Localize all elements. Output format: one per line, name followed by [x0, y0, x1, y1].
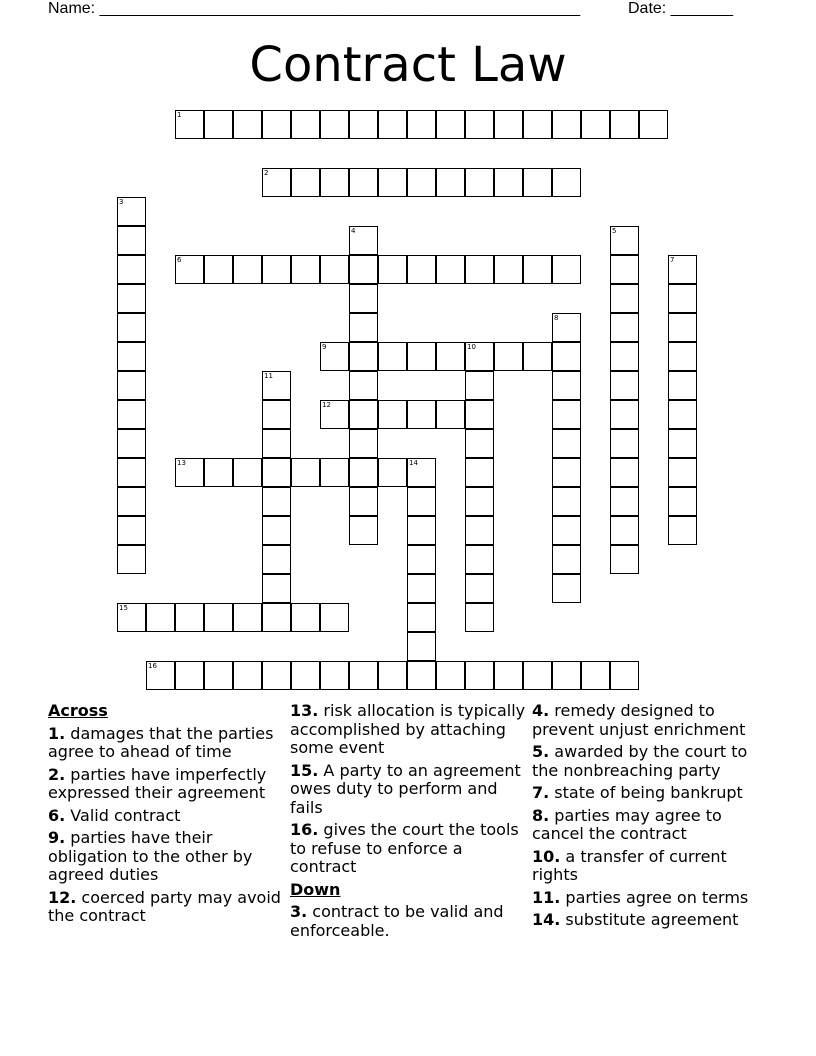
grid-cell[interactable] — [610, 371, 639, 400]
grid-cell[interactable] — [349, 371, 378, 400]
grid-cell[interactable] — [552, 400, 581, 429]
grid-cell[interactable] — [407, 458, 436, 487]
grid-cell[interactable] — [436, 255, 465, 284]
grid-cell[interactable] — [610, 400, 639, 429]
grid-cell[interactable] — [262, 110, 291, 139]
grid-cell[interactable] — [117, 545, 146, 574]
clue-number: 2 — [264, 169, 269, 177]
grid-cell[interactable] — [320, 342, 349, 371]
grid-cell[interactable] — [552, 313, 581, 342]
clue-text: awarded by the court to the nonbreaching party — [532, 742, 748, 780]
grid-cell[interactable] — [204, 603, 233, 632]
grid-cell[interactable] — [610, 458, 639, 487]
grid-cell[interactable] — [407, 487, 436, 516]
grid-cell[interactable] — [262, 603, 291, 632]
clue-number: 1 — [177, 111, 182, 119]
page-title: Contract Law — [249, 37, 567, 93]
clue-number: 3 — [119, 198, 124, 206]
grid-cell[interactable] — [668, 400, 697, 429]
grid-cell[interactable] — [610, 545, 639, 574]
clue-number: 8 — [554, 314, 559, 322]
grid-cell[interactable] — [465, 545, 494, 574]
grid-cell[interactable] — [117, 400, 146, 429]
across-clue-list — [48, 725, 284, 926]
grid-cell[interactable] — [494, 661, 523, 690]
grid-cell[interactable] — [320, 110, 349, 139]
grid-cell[interactable] — [552, 168, 581, 197]
clue-number-label: 12. — [48, 887, 77, 907]
grid-cell[interactable] — [523, 661, 552, 690]
grid-cell[interactable] — [349, 429, 378, 458]
grid-cell[interactable] — [349, 516, 378, 545]
grid-cell[interactable] — [523, 168, 552, 197]
grid-cell[interactable] — [610, 313, 639, 342]
name-field[interactable]: Name: ______________________________________________________ — [48, 0, 581, 17]
clue-item — [290, 702, 526, 758]
date-field[interactable]: Date: _______ — [628, 0, 733, 17]
grid-cell[interactable] — [552, 110, 581, 139]
grid-cell[interactable] — [436, 400, 465, 429]
grid-cell[interactable] — [610, 429, 639, 458]
grid-cell[interactable] — [378, 400, 407, 429]
grid-cell[interactable] — [610, 487, 639, 516]
grid-cell[interactable] — [204, 110, 233, 139]
grid-cell[interactable] — [494, 110, 523, 139]
grid-cell[interactable] — [146, 603, 175, 632]
grid-cell[interactable] — [349, 487, 378, 516]
clue-item — [532, 702, 768, 739]
grid-cell[interactable] — [291, 110, 320, 139]
grid-cell[interactable] — [552, 545, 581, 574]
grid-cell[interactable] — [407, 545, 436, 574]
clue-number: 13 — [177, 459, 186, 467]
clue-number: 4 — [351, 227, 356, 235]
grid-cell[interactable] — [349, 458, 378, 487]
clue-item — [532, 743, 768, 780]
clue-text: A party to an agreement owes duty to perform and fails — [290, 760, 521, 817]
grid-cell[interactable] — [117, 226, 146, 255]
clue-item — [48, 766, 284, 803]
grid-cell[interactable] — [465, 110, 494, 139]
clue-item — [290, 762, 526, 818]
grid-cell[interactable] — [465, 400, 494, 429]
grid-cell[interactable] — [668, 487, 697, 516]
clue-number-label: 6. — [48, 805, 66, 825]
grid-cell[interactable] — [523, 255, 552, 284]
clue-number: 5 — [612, 227, 617, 235]
clue-text: risk allocation is typically accomplished by attaching some event — [290, 701, 526, 757]
clue-number-label: 10. — [532, 846, 561, 866]
grid-cell[interactable] — [117, 313, 146, 342]
grid-cell[interactable] — [233, 603, 262, 632]
grid-cell[interactable] — [204, 661, 233, 690]
grid-cell[interactable] — [262, 429, 291, 458]
grid-cell[interactable] — [552, 429, 581, 458]
grid-cell[interactable] — [320, 255, 349, 284]
grid-cell[interactable] — [610, 284, 639, 313]
clue-text: a transfer of current rights — [532, 846, 727, 884]
clue-item — [48, 889, 284, 926]
grid-cell[interactable] — [552, 487, 581, 516]
grid-cell[interactable] — [552, 458, 581, 487]
grid-cell[interactable] — [465, 342, 494, 371]
grid-cell[interactable] — [610, 661, 639, 690]
grid-cell[interactable] — [320, 400, 349, 429]
grid-cell[interactable] — [262, 371, 291, 400]
down-heading: Down — [290, 879, 341, 899]
clue-number: 6 — [177, 256, 182, 264]
grid-cell[interactable] — [436, 342, 465, 371]
clue-text: state of being bankrupt — [549, 783, 743, 802]
clue-number-label: 13. — [290, 701, 319, 720]
grid-cell[interactable] — [407, 255, 436, 284]
clue-item — [532, 784, 768, 803]
grid-cell[interactable] — [465, 255, 494, 284]
grid-cell[interactable] — [668, 313, 697, 342]
clue-item — [532, 848, 768, 885]
grid-cell[interactable] — [349, 110, 378, 139]
grid-cell[interactable] — [291, 661, 320, 690]
grid-cell[interactable] — [494, 255, 523, 284]
clue-item — [48, 829, 284, 885]
grid-cell[interactable] — [523, 110, 552, 139]
grid-cell[interactable] — [610, 255, 639, 284]
clue-text: parties agree on terms — [560, 887, 749, 907]
grid-cell[interactable] — [233, 110, 262, 139]
grid-cell[interactable] — [494, 342, 523, 371]
clue-number-label: 5. — [532, 742, 550, 761]
grid-cell[interactable] — [378, 110, 407, 139]
grid-cell[interactable] — [146, 661, 175, 690]
clue-item — [290, 821, 526, 877]
clue-text: substitute agreement — [560, 910, 739, 929]
grid-cell[interactable] — [378, 255, 407, 284]
grid-cell[interactable] — [320, 603, 349, 632]
grid-cell[interactable] — [117, 197, 146, 226]
grid-cell[interactable] — [175, 603, 204, 632]
grid-cell[interactable] — [349, 226, 378, 255]
grid-cell[interactable] — [175, 661, 204, 690]
clue-number-label: 3. — [290, 902, 308, 921]
grid-cell[interactable] — [117, 342, 146, 371]
grid-cell[interactable] — [465, 458, 494, 487]
grid-cell[interactable] — [262, 400, 291, 429]
across-heading: Across — [48, 701, 108, 720]
grid-cell[interactable] — [465, 661, 494, 690]
clue-text: damages that the parties agree to ahead of time — [48, 723, 274, 761]
grid-cell[interactable] — [407, 342, 436, 371]
clue-number: 16 — [148, 662, 157, 670]
grid-cell[interactable] — [262, 255, 291, 284]
grid-cell[interactable] — [523, 342, 552, 371]
grid-cell[interactable] — [204, 458, 233, 487]
grid-cell[interactable] — [552, 661, 581, 690]
grid-cell[interactable] — [407, 632, 436, 661]
clue-number-label: 7. — [532, 783, 550, 802]
grid-cell[interactable] — [117, 487, 146, 516]
clue-item — [532, 889, 768, 908]
grid-cell[interactable] — [262, 458, 291, 487]
grid-cell[interactable] — [349, 400, 378, 429]
grid-cell[interactable] — [204, 255, 233, 284]
clue-text: parties have imperfectly expressed their agreement — [48, 764, 267, 802]
across-clue-list-continued — [290, 702, 526, 877]
grid-cell[interactable] — [291, 458, 320, 487]
grid-cell[interactable] — [668, 458, 697, 487]
grid-cell[interactable] — [465, 168, 494, 197]
clue-item — [532, 807, 768, 844]
grid-cell[interactable] — [610, 226, 639, 255]
grid-cell[interactable] — [175, 110, 204, 139]
grid-cell[interactable] — [349, 284, 378, 313]
clues-column-2 — [290, 702, 526, 944]
clue-text: coerced party may avoid the contract — [48, 887, 281, 925]
grid-cell[interactable] — [465, 603, 494, 632]
grid-cell[interactable] — [262, 487, 291, 516]
clue-number-label: 9. — [48, 828, 66, 847]
grid-cell[interactable] — [610, 342, 639, 371]
clue-number: 7 — [670, 256, 675, 264]
clues-column-1 — [48, 702, 284, 930]
down-clue-list — [290, 903, 526, 940]
grid-cell[interactable] — [262, 516, 291, 545]
grid-cell[interactable] — [175, 255, 204, 284]
grid-cell[interactable] — [291, 168, 320, 197]
grid-cell[interactable] — [291, 255, 320, 284]
clue-number: 9 — [322, 343, 327, 351]
grid-cell[interactable] — [465, 574, 494, 603]
grid-cell[interactable] — [552, 342, 581, 371]
grid-cell[interactable] — [407, 603, 436, 632]
grid-cell[interactable] — [465, 487, 494, 516]
grid-cell[interactable] — [349, 168, 378, 197]
grid-cell[interactable] — [407, 168, 436, 197]
grid-cell[interactable] — [552, 516, 581, 545]
grid-cell[interactable] — [668, 342, 697, 371]
grid-cell[interactable] — [465, 371, 494, 400]
grid-cell[interactable] — [262, 545, 291, 574]
grid-cell[interactable] — [436, 168, 465, 197]
grid-cell[interactable] — [117, 255, 146, 284]
grid-cell[interactable] — [668, 429, 697, 458]
grid-cell[interactable] — [610, 516, 639, 545]
grid-cell[interactable] — [465, 429, 494, 458]
clue-text: parties may agree to cancel the contract — [532, 805, 722, 843]
clue-text: contract to be valid and enforceable. — [290, 902, 504, 940]
clue-item — [290, 903, 526, 940]
grid-cell[interactable] — [349, 313, 378, 342]
clue-number: 11 — [264, 372, 273, 380]
clue-number-label: 16. — [290, 820, 319, 839]
grid-cell[interactable] — [117, 603, 146, 632]
grid-cell[interactable] — [378, 168, 407, 197]
grid-cell[interactable] — [378, 661, 407, 690]
clue-number-label: 15. — [290, 760, 319, 780]
grid-cell[interactable] — [494, 168, 523, 197]
clue-number-label: 11. — [532, 887, 561, 907]
grid-cell[interactable] — [349, 255, 378, 284]
grid-cell[interactable] — [349, 661, 378, 690]
grid-cell[interactable] — [320, 458, 349, 487]
grid-cell[interactable] — [552, 371, 581, 400]
grid-cell[interactable] — [262, 574, 291, 603]
down-clue-list-continued — [532, 702, 768, 930]
clue-text: parties have their obligation to the other by agreed duties — [48, 828, 253, 884]
grid-cell[interactable] — [378, 342, 407, 371]
clue-text: Valid contract — [65, 805, 181, 825]
grid-cell[interactable] — [117, 458, 146, 487]
grid-cell[interactable] — [262, 168, 291, 197]
grid-cell[interactable] — [262, 661, 291, 690]
grid-cell[interactable] — [320, 168, 349, 197]
clue-number: 12 — [322, 401, 331, 409]
grid-cell[interactable] — [407, 574, 436, 603]
grid-cell[interactable] — [117, 284, 146, 313]
clues-column-3 — [532, 702, 768, 934]
grid-cell[interactable] — [117, 516, 146, 545]
grid-cell[interactable] — [349, 342, 378, 371]
grid-cell[interactable] — [320, 661, 349, 690]
grid-cell[interactable] — [407, 661, 436, 690]
grid-cell[interactable] — [436, 110, 465, 139]
grid-cell[interactable] — [610, 110, 639, 139]
clue-number: 10 — [467, 343, 476, 351]
grid-cell[interactable] — [465, 516, 494, 545]
clue-number: 14 — [409, 459, 418, 467]
grid-cell[interactable] — [233, 255, 262, 284]
grid-cell[interactable] — [175, 458, 204, 487]
grid-cell[interactable] — [407, 516, 436, 545]
grid-cell[interactable] — [581, 661, 610, 690]
grid-cell[interactable] — [291, 603, 320, 632]
grid-cell[interactable] — [581, 110, 610, 139]
clue-item — [48, 807, 284, 826]
grid-cell[interactable] — [552, 255, 581, 284]
grid-cell[interactable] — [668, 284, 697, 313]
clue-item — [48, 725, 284, 762]
grid-cell[interactable] — [233, 661, 262, 690]
grid-cell[interactable] — [668, 255, 697, 284]
grid-cell[interactable] — [436, 661, 465, 690]
grid-cell[interactable] — [407, 400, 436, 429]
clue-number-label: 14. — [532, 910, 561, 929]
grid-cell[interactable] — [233, 458, 262, 487]
grid-cell[interactable] — [117, 429, 146, 458]
grid-cell[interactable] — [668, 371, 697, 400]
grid-cell[interactable] — [552, 574, 581, 603]
clue-item — [532, 911, 768, 930]
grid-cell[interactable] — [117, 371, 146, 400]
grid-cell[interactable] — [407, 110, 436, 139]
grid-cell[interactable] — [378, 458, 407, 487]
grid-cell[interactable] — [639, 110, 668, 139]
clue-number-label: 8. — [532, 805, 550, 825]
grid-cell[interactable] — [668, 516, 697, 545]
clue-number-label: 2. — [48, 764, 66, 784]
clue-text: gives the court the tools to refuse to enforce a contract — [290, 820, 519, 876]
clue-text: remedy designed to prevent unjust enrichment — [532, 701, 746, 739]
clue-number: 15 — [119, 604, 128, 612]
clue-number-label: 4. — [532, 701, 550, 720]
clue-number-label: 1. — [48, 723, 66, 743]
